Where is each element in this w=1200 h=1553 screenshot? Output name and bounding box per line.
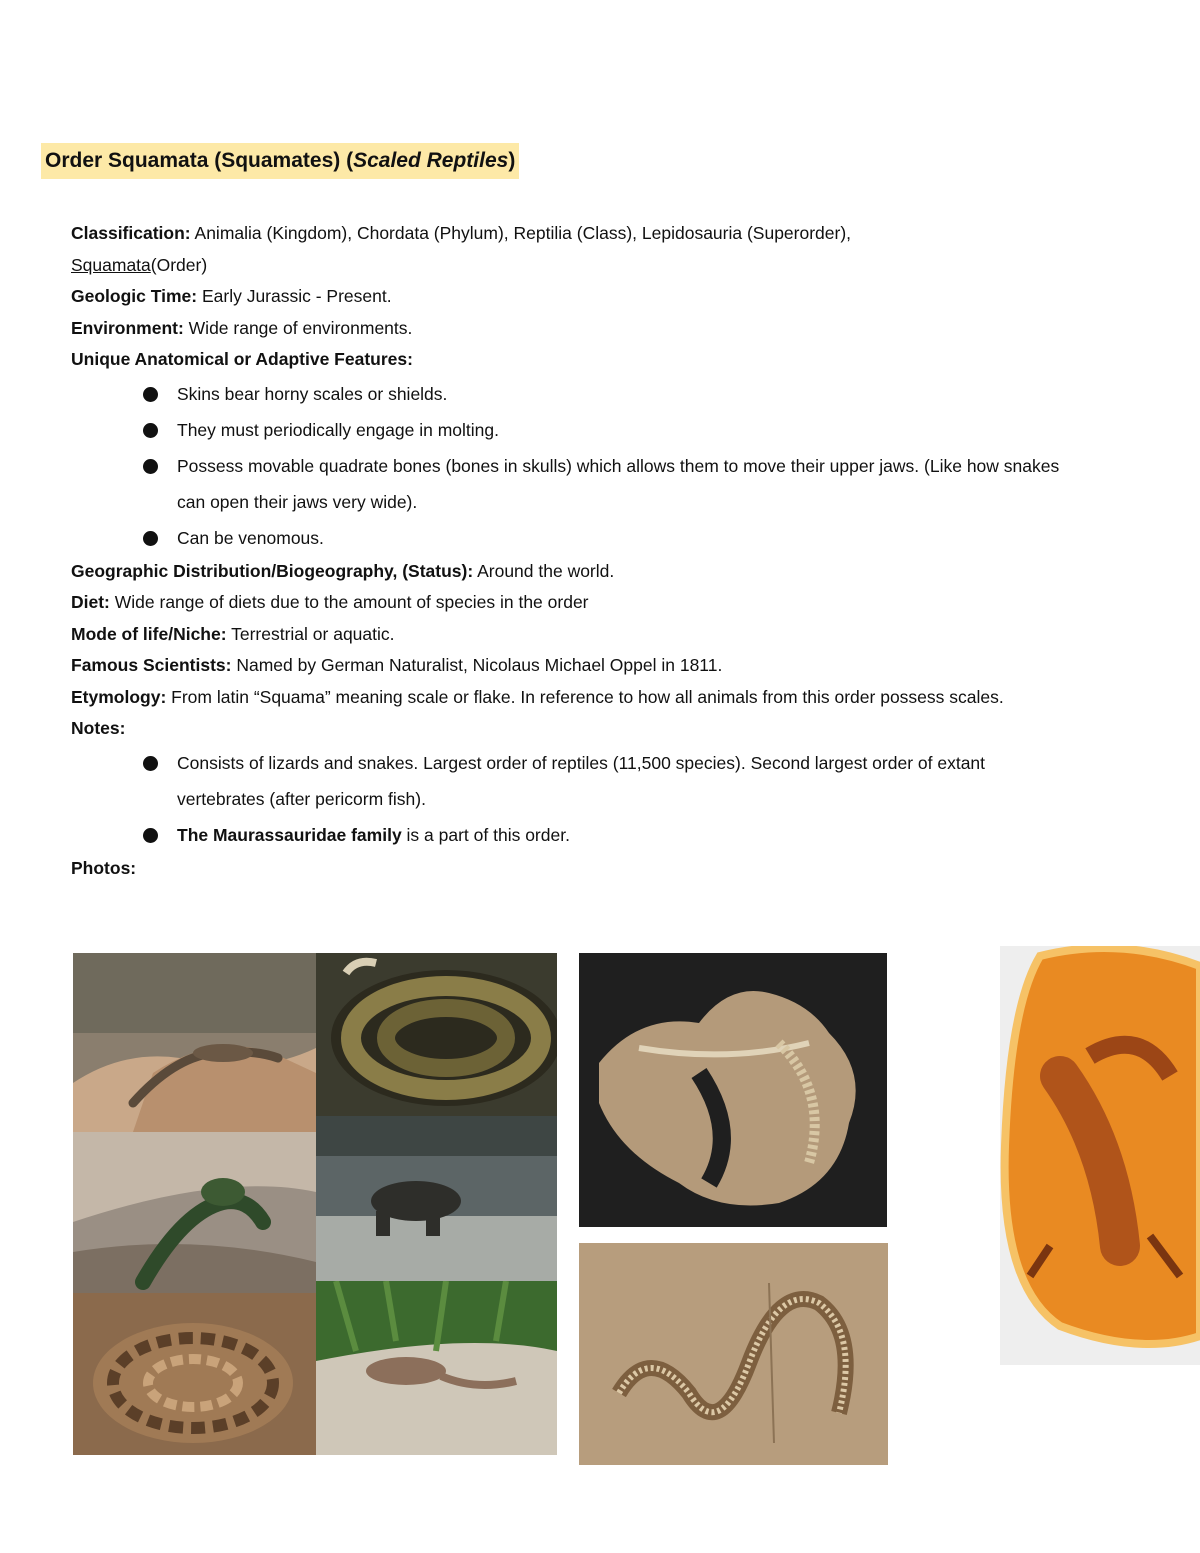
squamata-link[interactable]: Squamata: [71, 254, 151, 275]
photo-chameleon: [316, 1281, 557, 1455]
photo-fossil-snake: [579, 1243, 888, 1465]
photo-green-water-dragon: [73, 1132, 316, 1293]
list-item: Can be venomous.: [141, 520, 1071, 556]
mode-of-life-line: Mode of life/Niche: Terrestrial or aquatic.: [71, 623, 395, 644]
distribution-line: Geographic Distribution/Biogeography, (Status): Around the world.: [71, 560, 615, 581]
photo-rattlesnake: [73, 1293, 316, 1455]
photos-heading: Photos:: [71, 857, 137, 878]
classification-line: Classification: Animalia (Kingdom), Chordata (Phylum), Reptilia (Class), Lepidosauria (Superorder), Squamata(Order): [71, 223, 852, 275]
photo-lizard-on-rock: [73, 953, 316, 1132]
list-item: Consists of lizards and snakes. Largest order of reptiles (11,500 species). Second largest order of extant vertebrates (after pericorm fish).: [141, 745, 1071, 817]
page-title: Order Squamata (Squamates) (Scaled Reptiles): [41, 143, 519, 179]
photo-fossil-lizard: [579, 953, 887, 1227]
photo-komodo-dragon: [316, 1116, 557, 1281]
list-item: They must periodically engage in molting.: [141, 412, 1071, 448]
geologic-time-line: Geologic Time: Early Jurassic - Present.: [71, 286, 392, 306]
document-body: [71, 218, 1071, 884]
photo-lizard-in-amber: [1000, 946, 1200, 1365]
notes-list: [71, 745, 1071, 853]
etymology-line: Etymology: From latin “Squama” meaning scale or flake. In reference to how all animals from this order possess scales.: [71, 686, 1004, 707]
list-item: The Maurassauridae family is a part of this order.: [141, 817, 1071, 853]
environment-line: Environment: Wide range of environments.: [71, 317, 413, 338]
list-item: Possess movable quadrate bones (bones in skulls) which allows them to move their upper jaws. (Like how snakes can open their jaws very wide).: [141, 448, 1071, 520]
photo-coiled-python: [316, 953, 557, 1116]
list-item: Skins bear horny scales or shields.: [141, 376, 1071, 412]
features-heading: Unique Anatomical or Adaptive Features:: [71, 349, 413, 369]
features-list: [71, 376, 1071, 556]
diet-line: Diet: Wide range of diets due to the amount of species in the order: [71, 592, 589, 612]
scientists-line: Famous Scientists: Named by German Naturalist, Nicolaus Michael Oppel in 1811.: [71, 655, 723, 675]
notes-heading: Notes:: [71, 718, 126, 738]
